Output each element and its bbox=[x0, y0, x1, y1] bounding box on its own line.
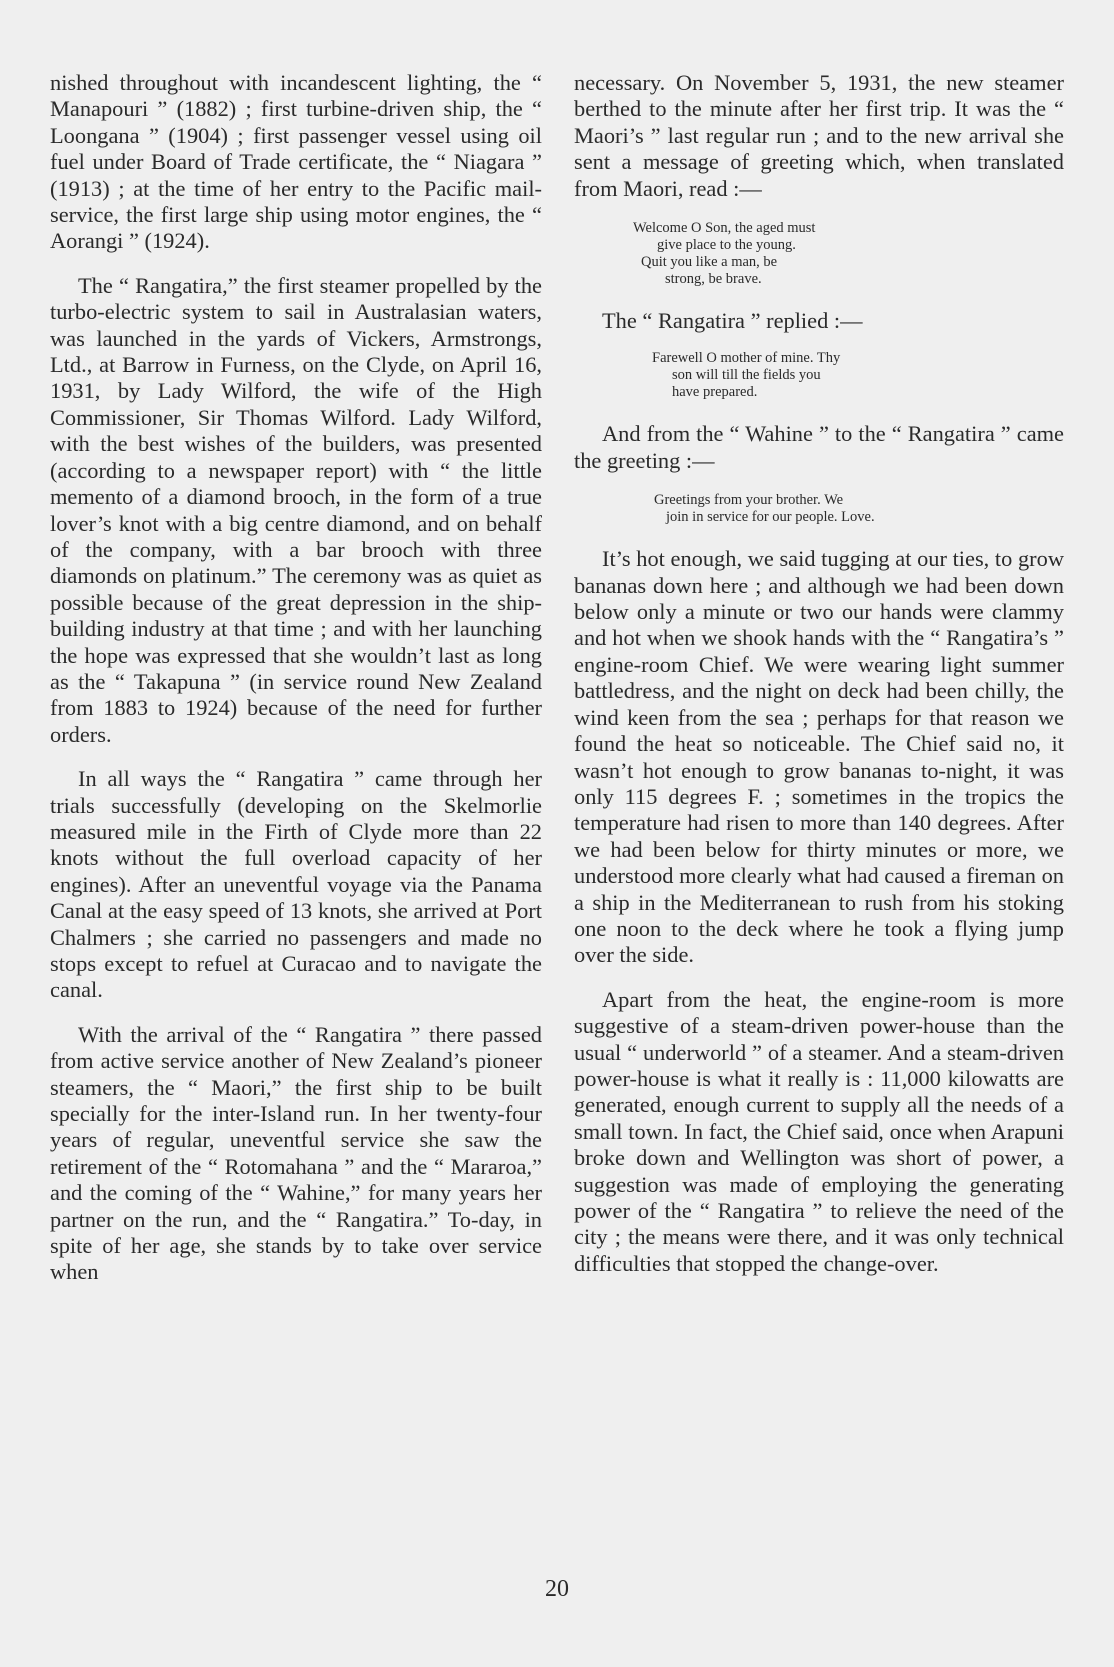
paragraph-power-house: Apart from the heat, the engine-room is more suggestive of a steam-driven power-house than the usual “ underworld ” of a steamer. And a steam-driven power-house is what it really is : 11,000 kilowatts are generated, enough current to supply all the needs of a small town. In fact, the Chief said, once when Arapuni broke down and Wellington was short of power, a suggestion was made of employing the generating power of the “ Rangatira ” to relieve the need of the city ; the means were there, and it was only technical difficulties that stopped the change-over. bbox=[574, 986, 1064, 1276]
verse-line: son will till the fields you bbox=[672, 367, 821, 384]
verse-line: Farewell O mother of mine. Thy bbox=[652, 350, 841, 367]
verse-line: Welcome O Son, the aged must bbox=[633, 220, 816, 237]
paragraph-rangatira-launch: The “ Rangatira,” the first steamer propelled by the turbo-electric system to sail in Australasian waters, was launched in the yards of Vickers, Armstrongs, Ltd., at Barrow in Furness, on the Clyde, on April 16, 1931, by Lady Wilford, the wife of the High Commissioner, Sir Thomas Wilford. Lady Wilford, with the best wishes of the builders, was presented (according to a newspaper report) with “ the little memento of a diamond brooch, in the form of a true lover’s knot with a big centre diamond, and on behalf of the company, with a bar brooch with three diamonds on platinum.” The ceremony was as quiet as possible because of the great depression in the ship-building industry at that time ; and with her launching the hope was expressed that she wouldn’t last as long as the “ Takapuna ” (in service round New Zealand from 1883 to 1924) because of the need for further orders. bbox=[50, 272, 542, 747]
verse-line: give place to the young. bbox=[657, 237, 796, 254]
verse-line: join in service for our people. Love. bbox=[666, 509, 875, 526]
verse-line: have prepared. bbox=[672, 384, 758, 401]
right-column bbox=[574, 70, 1064, 1295]
rangatira-reply-intro: The “ Rangatira ” replied :— bbox=[602, 308, 863, 334]
paragraph-engine-room-heat: It’s hot enough, we said tugging at our ties, to grow bananas down here ; and although we had been down below only a minute or two our hands were clammy and hot when we shook hands with the “ Rangatira’s ” engine-room Chief. We were wearing light summer battledress, and the night on deck had been chilly, the wind keen from the sea ; perhaps for that reason we found the heat so noticeable. The Chief said no, it wasn’t hot enough to grow bananas to-night, it was only 115 degrees F. ; sometimes in the tropics the temperature had risen to more than 140 degrees. After we had been below for thirty minutes or more, we understood more clearly what had caused a fireman on a ship in the Mediterranean to rush from his stoking one noon to the deck where he took a flying jump over the side. bbox=[574, 546, 1064, 968]
wahine-greeting-verse bbox=[574, 492, 1064, 526]
verse-line: Quit you like a man, be bbox=[641, 254, 778, 271]
verse-line: Greetings from your brother. We bbox=[654, 492, 844, 509]
page-number: 20 bbox=[545, 1576, 569, 1602]
paragraph-maori-retirement: With the arrival of the “ Rangatira ” there passed from active service another of New Zealand’s pioneer steamers, the “ Maori,” the first ship to be built specially for the inter-Island run. In her twenty-four years of regular, uneventful service she saw the retirement of the “ Rotomahana ” and the “ Mararoa,” and the coming of the “ Wahine,” for many years her partner on the run, and the “ Rangatira.” To-day, in spite of her age, she stands by to take over service when bbox=[50, 1021, 542, 1285]
maori-greeting-verse bbox=[574, 220, 1064, 288]
left-column bbox=[50, 70, 542, 1304]
paragraph-trials: In all ways the “ Rangatira ” came through her trials successfully (developing on the Skelmorlie measured mile in the Firth of Clyde more than 22 knots without the full overload capacity of her engines). After an uneventful voyage via the Panama Canal at the easy speed of 13 knots, she arrived at Port Chalmers ; she carried no passengers and made no stops except to refuel at Curacao and to navigate the canal. bbox=[50, 766, 542, 1003]
paragraph-november-arrival: necessary. On November 5, 1931, the new steamer berthed to the minute after her first trip. It was the “ Maori’s ” last regular run ; and to the new arrival she sent a message of greeting which, when translated from Maori, read :— bbox=[574, 70, 1064, 201]
verse-line: strong, be brave. bbox=[665, 271, 762, 288]
wahine-greeting-intro: And from the “ Wahine ” to the “ Rangatira ” came the greeting :— bbox=[574, 421, 1064, 473]
paragraph-ship-firsts: nished throughout with incandescent lighting, the “ Manapouri ” (1882) ; first turbine-driven ship, the “ Loongana ” (1904) ; first passenger vessel using oil fuel under Board of Trade certificate, the “ Niagara ” (1913) ; at the time of her entry to the Pacific mail-service, the first large ship using motor engines, the “ Aorangi ” (1924). bbox=[50, 70, 542, 254]
rangatira-reply-verse bbox=[574, 350, 1064, 401]
